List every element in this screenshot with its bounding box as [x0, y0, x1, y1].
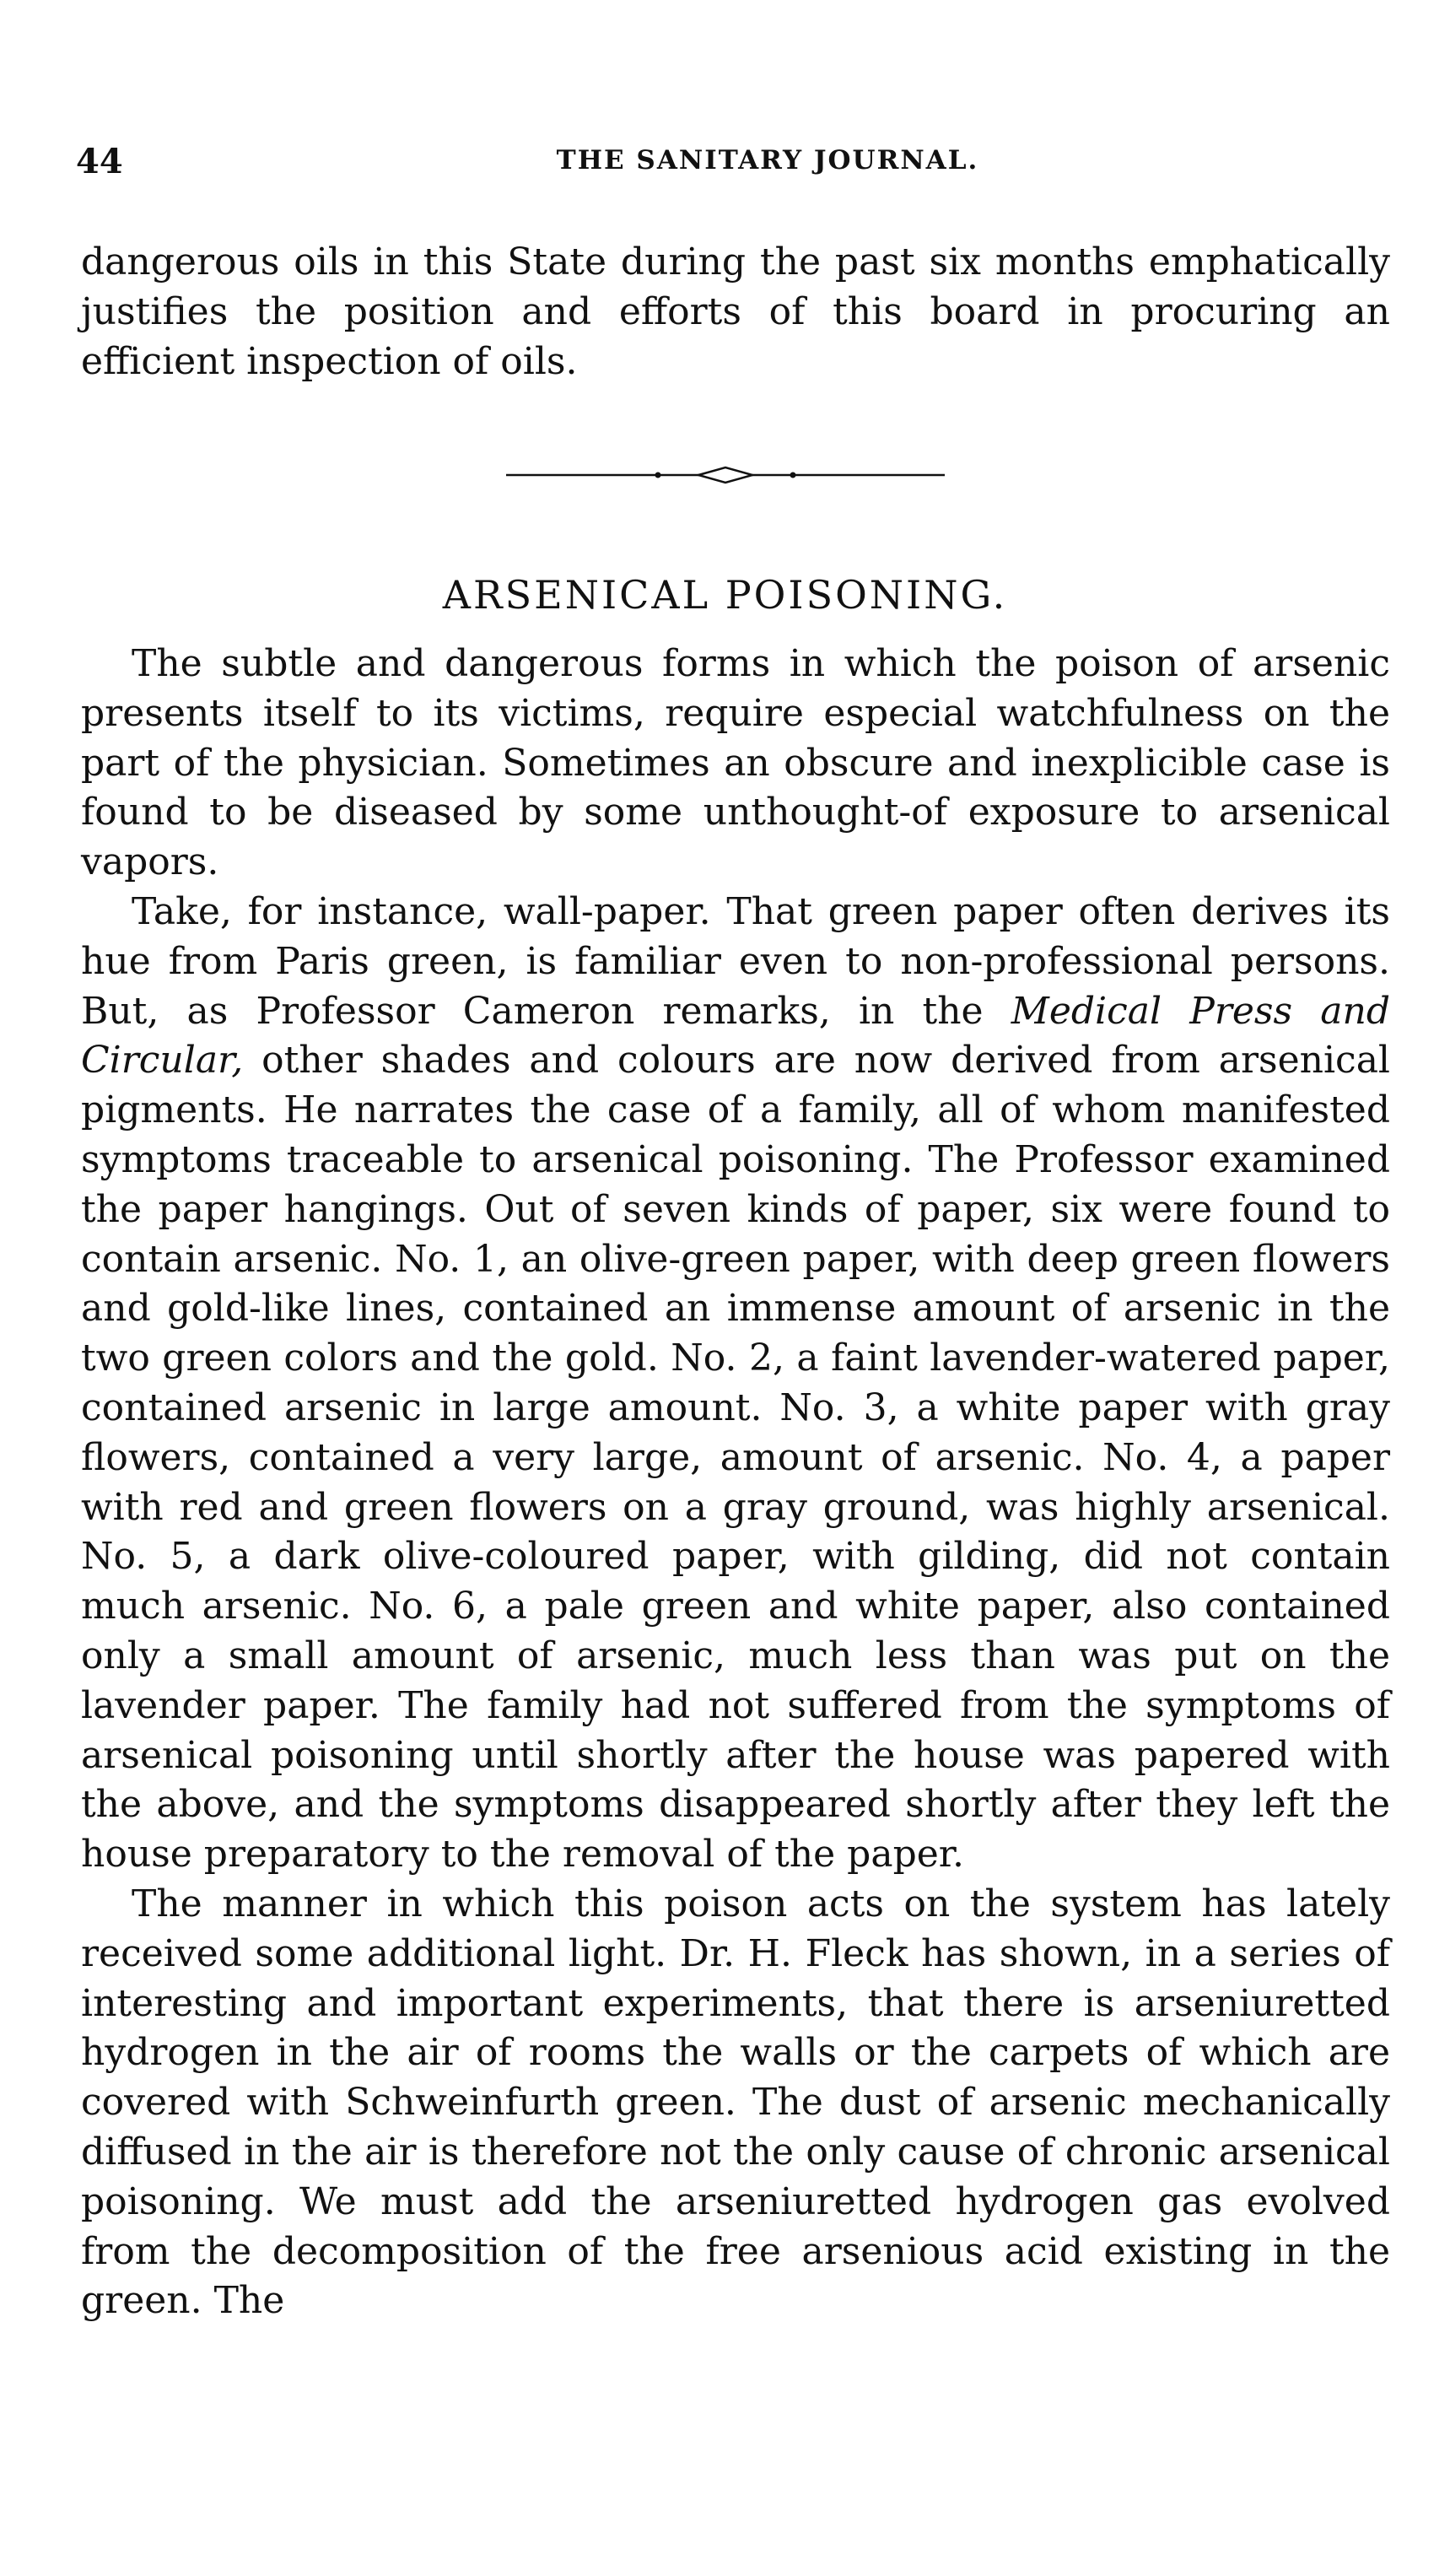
paragraph-2-start: Take, for instance, wall-paper. That green paper often derives its hue from Paris green, is familiar even to non-professional persons. But, as Professor Cameron remarks, in the	[81, 889, 1390, 1033]
publication-title: Medical Press and Circular,	[81, 989, 1390, 1083]
running-title: THE SANITARY JOURNAL.	[556, 145, 979, 176]
intro-paragraph	[81, 238, 1390, 386]
section-title: ARSENICAL POISONING.	[442, 572, 1008, 618]
paragraph-3: The manner in which this poison acts on the system has lately received some additional light. Dr. H. Fleck has shown, in a series of interesting and important experiments, that there is arseniuretted hydrogen in the air of rooms the walls or the carpets of which are covered with Schweinfurth green. The dust of arsenic mechanically diffused in the air is therefore not the only cause of chronic arsenical poisoning. We must add the arseniuretted hydrogen gas evolved from the decomposition of the free arsenious acid existing in the green. The	[81, 1882, 1390, 2323]
paragraph-2	[81, 888, 1390, 1880]
article-body	[81, 640, 1390, 2326]
page-number: 44	[76, 142, 123, 181]
paragraph-2-end: other shades and colours are now derived from arsenical pigments. He narrates the case of a family, all of whom manifested symptoms traceable to arsenical poisoning. The Professor examined the paper hangings. Out of seven kinds of paper, six were found to contain arsenic. No. 1, an olive-green paper, with deep green flowers and gold-like lines, contained an immense amount of arsenic in the two green colors and the gold. No. 2, a faint lavender-watered paper, contained arsenic in large amount. No. 3, a white paper with gray flowers, contained a very large, amount of arsenic. No. 4, a paper with red and green flowers on a gray ground, was highly arsenical. No. 5, a dark olive-coloured paper, with gilding, did not contain much arsenic. No. 6, a pale green and white paper, also contained only a small amount of arsenic, much less than was put on the lavender paper. The family had not suffered from the symptoms of arsenical poisoning until shortly after the house was papered with the above, and the symptoms disappeared shortly after they left the house preparatory to the removal of the paper.	[81, 1039, 1390, 1877]
section-divider-ornament	[506, 462, 945, 488]
intro-text: dangerous oils in this State during the past six months emphatically justifies the position and efforts of this board in procuring an efficient inspection of oils.	[81, 240, 1390, 383]
page-header	[76, 142, 1392, 189]
paragraph-1: The subtle and dangerous forms in which the poison of arsenic presents itself to its victims, require especial watchfulness on the part of the physician. Sometimes an obscure and inexplicible case is found to be diseased by some unthought-of exposure to arsenical vapors.	[81, 642, 1390, 884]
